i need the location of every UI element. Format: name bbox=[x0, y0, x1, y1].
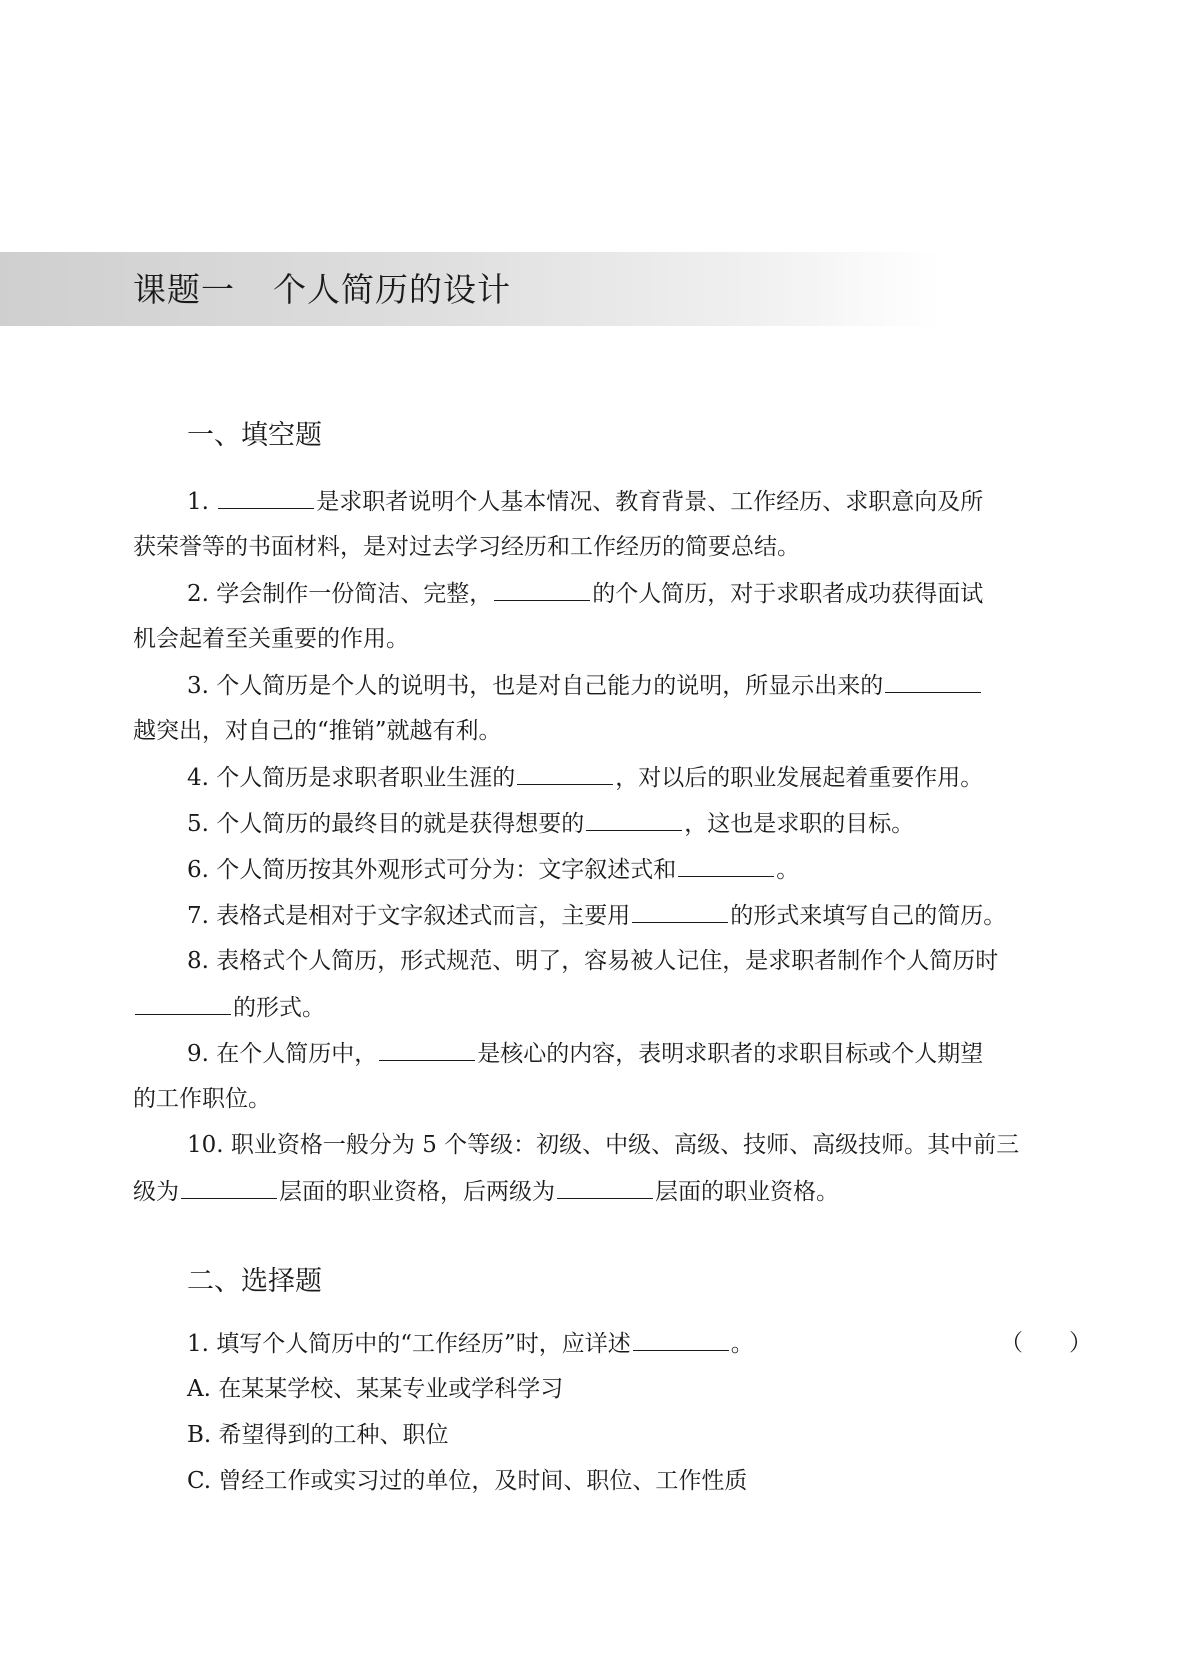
answer-blank[interactable] bbox=[633, 1320, 729, 1351]
question-2-line-1: 2. 学会制作一份简洁、完整， 的个人简历，对于求职者成功获得面试 bbox=[133, 570, 1081, 616]
question-10-line-2: 级为 层面的职业资格，后两级为 层面的职业资格。 bbox=[133, 1168, 1081, 1214]
question-9-line-2: 的工作职位。 bbox=[133, 1086, 271, 1112]
question-10-line-1: 10. 职业资格一般分为 5 个等级：初级、中级、高级、技师、高级技师。其中前三 bbox=[187, 1132, 1020, 1158]
section-heading-fill-blank: 一、填空题 bbox=[187, 420, 322, 451]
course-number: 课题一 bbox=[133, 270, 235, 309]
answer-blank[interactable] bbox=[557, 1168, 653, 1199]
question-8-line-2: 的形式。 bbox=[133, 984, 1081, 1030]
answer-blank[interactable] bbox=[517, 754, 613, 785]
question-1-line-2: 获荣誉等的书面材料，是对过去学习经历和工作经历的简要总结。 bbox=[133, 534, 800, 560]
choice-question-1: 1. 填写个人简历中的“工作经历”时，应详述 。 bbox=[187, 1320, 754, 1367]
page-title bbox=[133, 270, 511, 310]
question-3-line-2: 越突出，对自己的“推销”就越有利。 bbox=[133, 718, 502, 744]
question-6: 6. 个人简历按其外观形式可分为：文字叙述式和 。 bbox=[133, 846, 1081, 892]
option-b: B. 希望得到的工种、职位 bbox=[187, 1422, 449, 1448]
answer-blank[interactable] bbox=[632, 892, 728, 923]
answer-blank[interactable] bbox=[885, 662, 981, 693]
option-c: C. 曾经工作或实习过的单位，及时间、职位、工作性质 bbox=[187, 1468, 748, 1494]
question-3-line-1: 3. 个人简历是个人的说明书，也是对自己能力的说明，所显示出来的 bbox=[133, 662, 1081, 708]
question-9-line-1: 9. 在个人简历中， 是核心的内容，表明求职者的求职目标或个人期望 bbox=[133, 1030, 1081, 1076]
answer-blank[interactable] bbox=[379, 1030, 475, 1061]
fill-blank-questions bbox=[133, 478, 1081, 1214]
answer-blank[interactable] bbox=[181, 1168, 277, 1199]
answer-blank[interactable] bbox=[218, 478, 314, 509]
answer-blank[interactable] bbox=[135, 984, 231, 1015]
question-5: 5. 个人简历的最终目的就是获得想要的 ，这也是求职的目标。 bbox=[133, 800, 1081, 846]
question-2-line-2: 机会起着至关重要的作用。 bbox=[133, 626, 409, 652]
question-7: 7. 表格式是相对于文字叙述式而言，主要用 的形式来填写自己的简历。 bbox=[133, 892, 1081, 938]
answer-parentheses[interactable]: （ ） bbox=[1000, 1330, 1092, 1356]
question-1-line-1: 1. 是求职者说明个人基本情况、教育背景、工作经历、求职意向及所 bbox=[133, 478, 1081, 524]
answer-blank[interactable] bbox=[678, 846, 774, 877]
course-name: 个人简历的设计 bbox=[273, 270, 511, 309]
question-8-line-1: 8. 表格式个人简历，形式规范、明了，容易被人记住，是求职者制作个人简历时 bbox=[187, 948, 999, 974]
answer-blank[interactable] bbox=[494, 570, 590, 601]
question-4: 4. 个人简历是求职者职业生涯的 ，对以后的职业发展起着重要作用。 bbox=[133, 754, 1081, 800]
option-a: A. 在某某学校、某某专业或学科学习 bbox=[187, 1376, 564, 1402]
answer-blank[interactable] bbox=[586, 800, 682, 831]
section-heading-multiple-choice: 二、选择题 bbox=[187, 1266, 322, 1297]
